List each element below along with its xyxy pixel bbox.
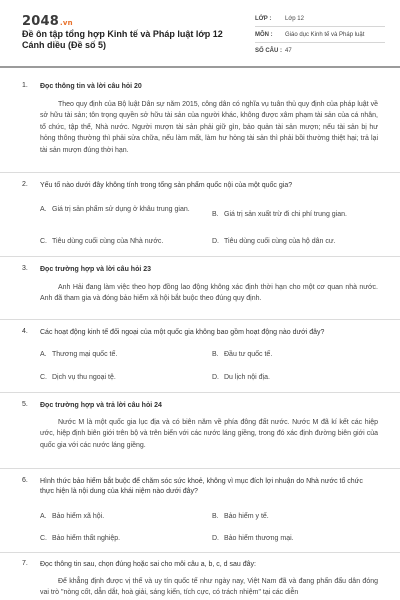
divider <box>0 552 400 553</box>
question-prompt: Đọc thông tin và lời câu hỏi 20 <box>40 83 142 90</box>
meta-subject-key: MÔN : <box>255 32 273 38</box>
question-number: 2. <box>22 181 28 188</box>
question-passage: Để khẳng định được vị thế và uy tín quốc tế như ngày nay, Việt Nam đã và đang phấn đấu dân đóng vai trò "nòng cốt, dẫn dắt, hoà giải, sáng kiến, tích cực, có trách nhiệm" tại các diễn <box>40 578 378 597</box>
question-number: 6. <box>22 477 28 484</box>
logo-tld: .vn <box>59 19 73 27</box>
question-passage: Nước M là một quốc gia lục địa và có biên năm về phía đông đất nước. Nước M đã kí kết các hiệp ước, hiệp định biên giới trên bộ và trên biển với các nước láng giềng, trong đó xác định đường biên giới của quốc gia với các nước láng giềng. <box>40 419 378 449</box>
option-text: Bảo hiểm thất nghiệp. <box>52 535 121 542</box>
option-text: Du lịch nội địa. <box>224 374 270 381</box>
question-prompt: Đọc thông tin sau, chọn đúng hoặc sai cho mỗi câu a, b, c, d sau đây: <box>40 561 256 568</box>
question-prompt: Đọc trường hợp và lời câu hỏi 23 <box>40 266 152 273</box>
document-title: Đề ôn tập tổng hợp Kinh tế và Pháp luật lớp 12 Cánh diều (Đề số 5) <box>22 29 223 50</box>
option-letter: B. <box>212 513 219 520</box>
question-number: 3. <box>22 265 28 272</box>
option-text: Bảo hiểm xã hội. <box>52 513 105 520</box>
question-passage: Theo quy định của Bộ luật Dân sự năm 2015, công dân có nghĩa vụ tuân thủ quy định của pháp luật về sở hữu tài sản; tôn trọng quyền sở hữu tài sản của người khác, không được xâm phạm tài sản của cá nhân, tổ chức, tập thể, Nhà nước. Người mượn tài sản phải giữ gìn, bảo quản tài sản mượn; nếu tài sản bị hư hỏng thông thường thì phải sửa chữa, nếu làm mất, làm hư hỏng tài sản thì phải bồi thường thiệt hại; trả lại tài sản mượn đúng thời hạn. <box>40 101 378 154</box>
divider <box>0 319 400 320</box>
divider <box>0 256 400 257</box>
site-logo[interactable] <box>22 14 73 29</box>
option-text: Thương mại quốc tế. <box>52 351 118 358</box>
question-prompt: Hình thức bảo hiểm bắt buộc để chăm sóc sức khoẻ, không vì mục đích lợi nhuận do Nhà nước tổ chức thực hiện là nội dung của khái niệm nào dưới đây? <box>40 478 363 495</box>
option-text: Đầu tư quốc tế. <box>224 351 273 358</box>
option-letter: C. <box>40 238 47 245</box>
question-3 <box>22 265 378 315</box>
option-letter: D. <box>212 535 219 542</box>
question-5 <box>22 401 378 471</box>
question-passage: Anh Hải đang làm việc theo hợp đồng lao động không xác định thời hạn cho một cơ quan nhà nước. Anh đã tham gia và đóng bảo hiểm xã hội bắt buộc theo đúng quy định. <box>40 284 378 303</box>
option-letter: A. <box>40 206 47 213</box>
meta-subject <box>255 28 385 43</box>
meta-count-key: SỐ CÂU : <box>255 48 282 54</box>
option-text: Giá trị sản xuất trừ đi chi phí trung gian. <box>224 211 347 218</box>
meta-count-value: 47 <box>285 48 292 54</box>
question-1 <box>22 82 378 172</box>
question-prompt: Đọc trường hợp và trả lời câu hỏi 24 <box>40 402 162 409</box>
question-prompt: Yếu tố nào dưới đây không tính trong tổng sản phẩm quốc nội của một quốc gia? <box>40 182 293 189</box>
question-number: 1. <box>22 82 28 89</box>
header-divider <box>0 66 400 68</box>
question-7 <box>22 560 378 600</box>
option-letter: C. <box>40 374 47 381</box>
question-number: 4. <box>22 328 28 335</box>
option-letter: A. <box>40 513 47 520</box>
document-header <box>0 0 400 66</box>
question-2 <box>22 181 378 261</box>
option-text: Bảo hiểm thương mại. <box>224 535 294 542</box>
option-text: Giá trị sản phẩm sử dụng ở khâu trung gian. <box>52 206 190 213</box>
option-letter: B. <box>212 351 219 358</box>
option-letter: B. <box>212 211 219 218</box>
option-text: Tiêu dùng cuối cùng của hộ dân cư. <box>224 238 336 245</box>
option-letter: D. <box>212 238 219 245</box>
logo-main: 2048 <box>22 14 59 29</box>
question-number: 5. <box>22 401 28 408</box>
option-letter: C. <box>40 535 47 542</box>
option-text: Dịch vụ thu ngoại tệ. <box>52 374 116 381</box>
question-4 <box>22 328 378 388</box>
option-text: Tiêu dùng cuối cùng của Nhà nước. <box>52 238 164 245</box>
divider <box>0 172 400 173</box>
option-letter: A. <box>40 351 47 358</box>
meta-subject-value: Giáo dục Kinh tế và Pháp luật <box>285 32 365 38</box>
meta-grade-value: Lớp 12 <box>285 16 304 22</box>
option-text: Bảo hiểm y tế. <box>224 513 269 520</box>
divider <box>0 392 400 393</box>
meta-count <box>255 44 385 59</box>
question-6 <box>22 477 378 552</box>
option-letter: D. <box>212 374 219 381</box>
question-number: 7. <box>22 560 28 567</box>
meta-grade-key: LỚP : <box>255 16 272 22</box>
meta-grade <box>255 12 385 27</box>
divider <box>0 468 400 469</box>
question-prompt: Các hoạt động kinh tế đối ngoại của một quốc gia không bao gồm hoạt động nào dưới đây? <box>40 329 325 336</box>
